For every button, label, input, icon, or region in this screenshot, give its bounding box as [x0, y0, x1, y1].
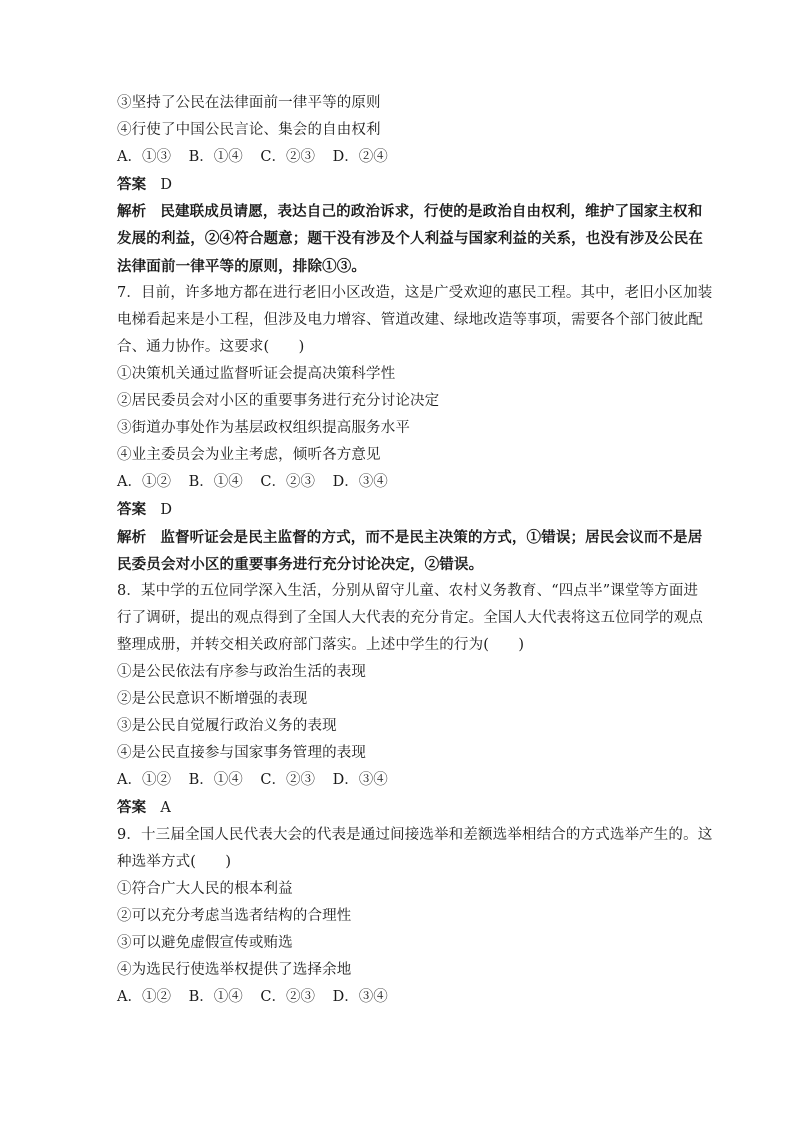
q8-answer-value: A — [160, 800, 171, 817]
q8-option-b: B．①④ — [188, 772, 243, 789]
q8-item-3: ③是公民自觉履行政治义务的表现 — [117, 718, 337, 735]
q9-item-3: ③可以避免虚假宣传或贿选 — [117, 934, 293, 951]
q7-analysis-line-2: 民委员会对小区的重要事务进行充分讨论决定，②错误。 — [117, 555, 484, 573]
q7-item-2: ②居民委员会对小区的重要事务进行充分讨论决定 — [117, 393, 440, 410]
q7-option-d: D．③④ — [332, 474, 388, 491]
q8-item-4: ④是公民直接参与国家事务管理的表现 — [117, 745, 367, 762]
q8-options — [117, 767, 687, 794]
q9-stem-line-1: 9．十三届全国人民代表大会的代表是通过间接选举和差额选举相结合的方式选举产生的。这 — [117, 826, 713, 843]
q7-item-4: ④业主委员会为业主考虑，倾听各方意见 — [117, 447, 381, 464]
q8-answer — [117, 794, 687, 821]
q6-analysis-line-3: 法律面前一律平等的原则，排除①③。 — [117, 257, 367, 275]
q6-answer-label: 答案 — [117, 176, 147, 194]
q6-option-b: B．①④ — [188, 149, 243, 166]
q6-answer-value: D — [160, 177, 173, 194]
q8-option-a: A．①② — [117, 772, 171, 789]
q6-item-4: ④行使了中国公民言论、集会的自由权利 — [117, 122, 381, 139]
q6-analysis-line-1: 解析 民建联成员请愿，表达自己的政治诉求，行使的是政治自由权利，维护了国家主权和 — [117, 203, 703, 221]
q8-option-c: C．②③ — [260, 772, 315, 789]
q7-item-3: ③街道办事处作为基层政权组织提高服务水平 — [117, 420, 410, 437]
q7-stem-line-2: 电梯看起来是小工程，但涉及电力增容、管道改建、绿地改造等事项，需要各个部门彼此配 — [117, 311, 703, 328]
q9-option-d: D．③④ — [332, 989, 388, 1006]
q7-option-a: A．①② — [117, 474, 171, 491]
q7-answer-label: 答案 — [117, 501, 147, 519]
q7-option-b: B．①④ — [188, 474, 243, 491]
q8-answer-label: 答案 — [117, 799, 147, 817]
q9-options — [117, 984, 687, 1011]
q7-stem-line-1: 7．目前，许多地方都在进行老旧小区改造，这是广受欢迎的惠民工程。其中，老旧小区加装 — [117, 284, 713, 301]
q9-item-2: ②可以充分考虑当选者结构的合理性 — [117, 907, 352, 924]
q8-stem-line-2: 行了调研，提出的观点得到了全国人大代表的充分肯定。全国人大代表将这五位同学的观点 — [117, 609, 703, 626]
q9-item-4: ④为选民行使选举权提供了选择余地 — [117, 962, 352, 978]
q8-item-2: ②是公民意识不断增强的表现 — [117, 691, 308, 708]
q7-option-c: C．②③ — [260, 474, 315, 491]
q6-option-d: D．②④ — [332, 149, 388, 166]
q7-options — [117, 469, 687, 496]
q9-option-a: A．①② — [117, 989, 171, 1006]
q7-analysis-line-1: 解析 监督听证会是民主监督的方式，而不是民主决策的方式，①错误；居民会议而不是居 — [117, 528, 703, 546]
q7-stem-line-3: 合、通力协作。这要求( ) — [117, 338, 305, 355]
q7-analysis-label: 解析 — [117, 528, 147, 546]
q9-option-b: B．①④ — [188, 989, 243, 1006]
q9-option-c: C．②③ — [260, 989, 315, 1006]
q6-analysis-label: 解析 — [117, 203, 147, 221]
q6-analysis-line-2: 发展的利益，②④符合题意；题干没有涉及个人利益与国家利益的关系，也没有涉及公民在 — [117, 230, 703, 248]
q9-stem-line-2: 种选举方式( ) — [117, 853, 232, 870]
q8-stem-line-3: 整理成册，并转交相关政府部门落实。上述中学生的行为( ) — [117, 636, 525, 653]
q8-option-d: D．③④ — [332, 772, 388, 789]
q6-item-3: ③坚持了公民在法律面前一律平等的原则 — [117, 95, 381, 111]
document-page — [117, 90, 713, 1011]
q6-answer — [117, 171, 687, 198]
q7-answer-value: D — [160, 502, 173, 519]
q9-item-1: ①符合广大人民的根本利益 — [117, 880, 293, 897]
q6-options — [117, 144, 687, 171]
q8-item-1: ①是公民依法有序参与政治生活的表现 — [117, 663, 367, 680]
q7-answer — [117, 496, 687, 523]
q8-stem-line-1: 8．某中学的五位同学深入生活，分别从留守儿童、农村义务教育、“四点半”课堂等方面进 — [117, 582, 699, 599]
q6-option-a: A．①③ — [117, 149, 171, 166]
q6-option-c: C．②③ — [260, 149, 315, 166]
q7-item-1: ①决策机关通过监督听证会提高决策科学性 — [117, 365, 396, 382]
